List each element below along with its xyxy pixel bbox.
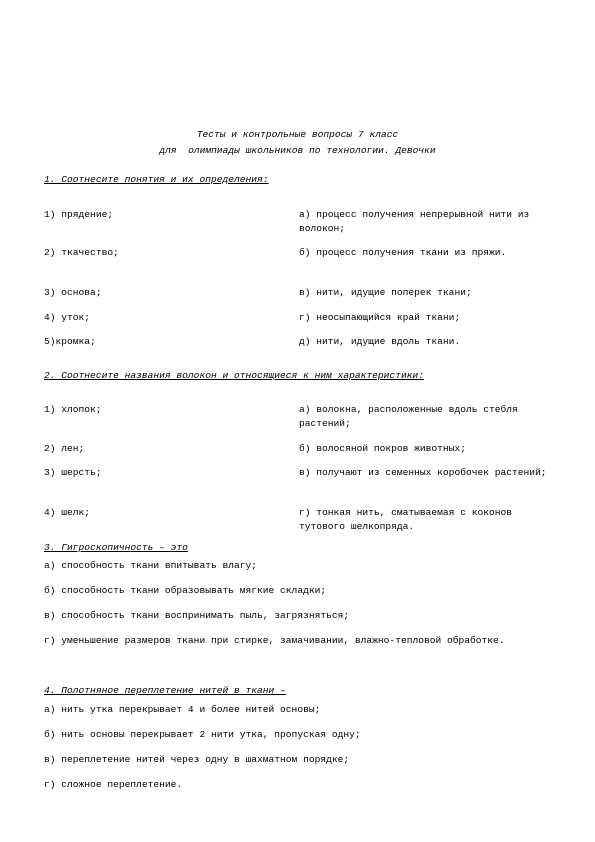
q1-definition-e: д) нити, идущие вдоль ткани. — [299, 336, 461, 347]
q1-definition-a: а) процесс получения непрерывной нити из волокон; — [299, 209, 530, 234]
question-1-heading: 1. Соотнесите понятия и их определения: — [44, 174, 269, 185]
q1-definition-c: в) нити, идущие поперек ткани; — [299, 287, 472, 298]
document-title-line-1: Тесты и контрольные вопросы 7 класс — [196, 129, 399, 140]
q2-fiber-3: 3) шерсть; — [44, 467, 102, 478]
q2-fiber-2: 2) лен; — [44, 443, 85, 454]
document-title-line-2: для олимпиады школьников по технологии. Девочки — [159, 145, 436, 156]
q2-fiber-1: 1) хлопок; — [44, 404, 102, 415]
q1-definition-d: г) неосыпающийся край ткани; — [299, 312, 461, 323]
q3-option-a: а) способность ткани впитывать влагу; — [44, 560, 258, 571]
q1-term-1: 1) прядение; — [44, 209, 114, 220]
q1-term-3: 3) основа; — [44, 287, 102, 298]
q3-option-c: в) способность ткани воспринимать пыль, загрязняться; — [44, 610, 350, 621]
q1-definition-b: б) процесс получения ткани из пряжи. — [299, 247, 507, 258]
q2-characteristic-c: в) получают из семенных коробочек растений; — [299, 467, 547, 478]
q2-characteristic-b: б) волосяной покров животных; — [299, 443, 466, 454]
question-2-heading: 2. Соотнесите названия волокон и относящиеся к ним характеристики: — [44, 370, 424, 381]
q2-characteristic-d: г) тонкая нить, сматываемая с коконов тутового шелкопряда. — [299, 507, 513, 532]
q1-term-4: 4) уток; — [44, 312, 91, 323]
q4-option-d: г) сложное переплетение. — [44, 779, 183, 790]
question-4-heading: 4. Полотняное переплетение нитей в ткани – — [44, 685, 286, 696]
q4-option-a: а) нить утка перекрывает 4 и более нитей основы; — [44, 704, 321, 715]
q3-option-d: г) уменьшение размеров ткани при стирке, замачивании, влажно-тепловой обработке. — [44, 635, 505, 646]
q3-option-b: б) способность ткани образовывать мягкие складки; — [44, 585, 327, 596]
question-3-heading: 3. Гигроскопичность – это — [44, 542, 188, 553]
q4-option-c: в) переплетение нитей через одну в шахматном порядке; — [44, 754, 350, 765]
q2-characteristic-a: а) волокна, расположенные вдоль стебля растений; — [299, 404, 518, 429]
q1-term-2: 2) ткачество; — [44, 247, 119, 258]
q1-term-5: 5)кромка; — [44, 336, 96, 347]
q2-fiber-4: 4) шелк; — [44, 507, 91, 518]
q4-option-b: б) нить основы перекрывает 2 нити утка, пропуская одну; — [44, 729, 361, 740]
